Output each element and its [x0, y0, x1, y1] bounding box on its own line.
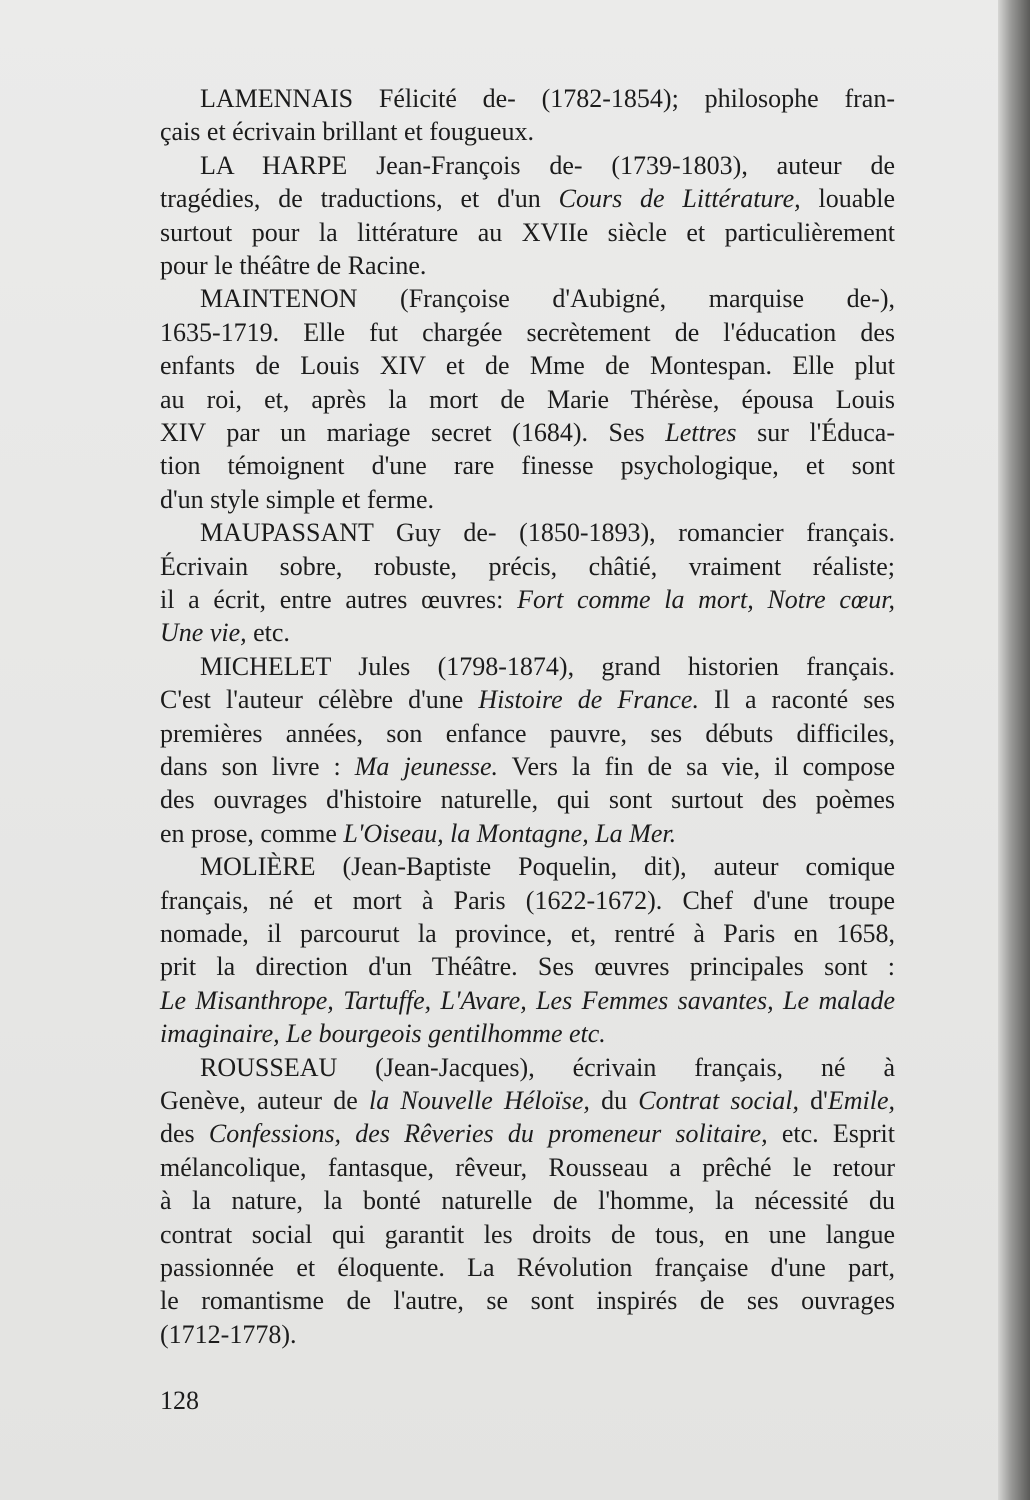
- text-line: [160, 719, 895, 749]
- text-segment: tragédies, de traductions, et d'un: [160, 184, 559, 214]
- entry-heading-line: [200, 652, 895, 682]
- text-line: [160, 819, 895, 849]
- text-line: [160, 1220, 895, 1250]
- entry-heading-line: [200, 84, 895, 114]
- text-segment: 1635-1719. Elle fut chargée secrètement de l'éducation des: [160, 317, 895, 347]
- text-line: [160, 184, 895, 214]
- text-line: [160, 785, 895, 815]
- text-line: [160, 919, 895, 949]
- text-segment: français, né et mort à Paris (1622-1672). Chef d'une troupe: [160, 885, 895, 915]
- text-line: [160, 1019, 895, 1049]
- text-segment: passionnée et éloquente. La Révolution française d'une part,: [160, 1253, 895, 1282]
- text-segment: MAUPASSANT Guy de- (1850-1893), romancier français.: [200, 518, 895, 548]
- text-line: [160, 1320, 895, 1350]
- text-line: [160, 485, 895, 515]
- text-segment: sur l'Éduca-: [736, 418, 895, 447]
- italic-title: Le Misanthrope, Tartuffe, L'Avare, Les Femmes savantes, Le malade: [160, 985, 895, 1015]
- text-segment: Genève, auteur de: [160, 1086, 369, 1115]
- italic-title: Contrat social,: [638, 1086, 799, 1115]
- italic-title: la Nouvelle Héloïse,: [368, 1086, 590, 1115]
- text-line: [160, 218, 895, 248]
- text-segment: Écrivain sobre, robuste, précis, châtié, vraiment réaliste;: [160, 551, 895, 581]
- text-line: [160, 618, 895, 648]
- italic-title: Confessions, des Rêveries du promeneur solitaire,: [208, 1119, 768, 1149]
- text-line: [160, 752, 895, 782]
- text-segment: ROUSSEAU (Jean-Jacques), écrivain français, né à: [200, 1052, 895, 1082]
- text-segment: MICHELET Jules (1798-1874), grand historien français.: [200, 651, 895, 681]
- text-segment: Il a raconté ses: [698, 685, 895, 715]
- text-line: [160, 1119, 895, 1149]
- italic-title: Cours de Littérature,: [558, 184, 801, 214]
- text-line: [160, 451, 895, 481]
- italic-title: Fort comme la mort, Notre cœur,: [517, 585, 895, 614]
- text-line: [160, 385, 895, 415]
- page-number: 128: [160, 1386, 199, 1415]
- text-line: [160, 1086, 895, 1116]
- text-segment: MAINTENON (Françoise d'Aubigné, marquise de-),: [200, 284, 895, 314]
- text-segment: (1712-1778).: [160, 1319, 297, 1349]
- italic-title: L'Oiseau, la Montagne, La Mer.: [343, 818, 677, 848]
- text-line: [160, 251, 895, 281]
- italic-title: Ma jeunesse.: [354, 752, 499, 781]
- text-segment: etc.: [246, 618, 290, 648]
- text-line: [160, 952, 895, 982]
- text-line: [160, 117, 895, 147]
- text-line: [160, 886, 895, 916]
- entry-heading-line: [200, 1053, 895, 1083]
- text-segment: MOLIÈRE (Jean-Baptiste Poquelin, dit), auteur comique: [200, 852, 895, 882]
- text-line: [160, 685, 895, 715]
- text-segment: louable: [800, 184, 896, 214]
- text-line: [160, 1286, 895, 1316]
- text-segment: XIV par un mariage secret (1684). Ses: [160, 418, 666, 447]
- text-line: [160, 1186, 895, 1216]
- text-line: [160, 986, 895, 1016]
- text-segment: çais et écrivain brillant et fougueux.: [160, 117, 534, 147]
- text-line: [160, 318, 895, 348]
- text-segment: LAMENNAIS Félicité de- (1782-1854); philosophe fran-: [200, 84, 895, 113]
- page-edge-shadow: [998, 0, 1030, 1500]
- text-line: [160, 552, 895, 582]
- text-line: [160, 351, 895, 381]
- text-segment: contrat social qui garantit les droits de tous, en une langue: [160, 1219, 895, 1249]
- text-segment: surtout pour la littérature au XVIIe siècle et particulièrement: [160, 217, 895, 247]
- italic-title: Lettres: [665, 418, 737, 447]
- text-segment: au roi, et, après la mort de Marie Thérèse, épousa Louis: [160, 384, 895, 414]
- text-segment: tion témoignent d'une rare finesse psychologique, et sont: [160, 451, 895, 481]
- text-segment: Vers la fin de sa vie, il compose: [498, 752, 895, 781]
- text-segment: pour le théâtre de Racine.: [160, 251, 427, 280]
- text-segment: le romantisme de l'autre, se sont inspirés de ses ouvrages: [160, 1286, 895, 1316]
- text-segment: mélancolique, fantasque, rêveur, Rousseau a prêché le retour: [160, 1152, 895, 1182]
- italic-title: Emile,: [827, 1086, 896, 1115]
- italic-title: imaginaire, Le bourgeois gentilhomme etc.: [160, 1019, 606, 1049]
- text-segment: à la nature, la bonté naturelle de l'homme, la nécessité du: [160, 1186, 895, 1216]
- text-segment: C'est l'auteur célèbre d'une: [160, 685, 479, 715]
- text-segment: d': [798, 1086, 828, 1115]
- text-segment: du: [589, 1086, 639, 1115]
- text-segment: il a écrit, entre autres œuvres:: [160, 585, 518, 614]
- text-segment: en prose, comme: [160, 818, 344, 848]
- text-segment: nomade, il parcourut la province, et, rentré à Paris en 1658,: [160, 919, 895, 948]
- text-segment: des ouvrages d'histoire naturelle, qui sont surtout des poèmes: [160, 785, 895, 815]
- text-line: [160, 585, 895, 615]
- text-segment: d'un style simple et ferme.: [160, 484, 435, 514]
- italic-title: Histoire de France.: [478, 685, 699, 715]
- entry-heading-line: [200, 852, 895, 882]
- text-segment: LA HARPE Jean-François de- (1739-1803), auteur de: [200, 150, 895, 180]
- entry-heading-line: [200, 151, 895, 181]
- text-line: [160, 418, 895, 448]
- text-segment: enfants de Louis XIV et de Mme de Montespan. Elle plut: [160, 351, 895, 381]
- text-line: [160, 1253, 895, 1283]
- text-segment: etc. Esprit: [767, 1119, 895, 1149]
- text-segment: premières années, son enfance pauvre, ses débuts difficiles,: [160, 718, 895, 748]
- text-segment: des: [160, 1119, 209, 1149]
- entry-heading-line: [200, 284, 895, 314]
- text-segment: prit la direction d'un Théâtre. Ses œuvres principales sont :: [160, 952, 895, 982]
- entry-heading-line: [200, 518, 895, 548]
- text-line: [160, 1153, 895, 1183]
- italic-title: Une vie,: [160, 618, 247, 648]
- text-segment: dans son livre :: [160, 752, 355, 781]
